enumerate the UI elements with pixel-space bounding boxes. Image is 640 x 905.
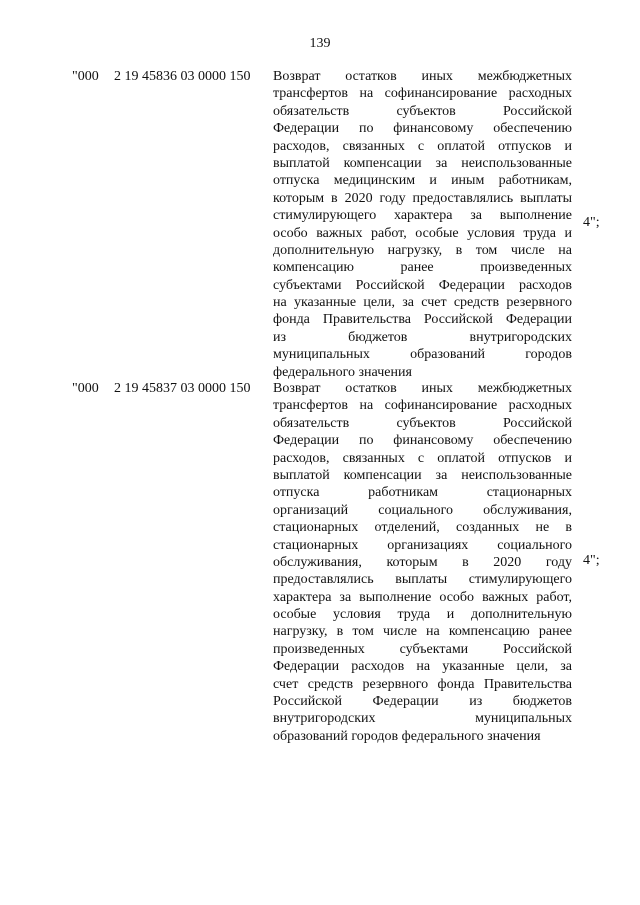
- admin-code: "000: [72, 69, 99, 84]
- description-line: стимулирующего характера за выполнение: [273, 208, 572, 224]
- description-line: Возврат остатков иных межбюджетных: [273, 381, 572, 396]
- description-line: организаций социального обслуживания,: [273, 502, 572, 518]
- description-line: из бюджетов внутригородских: [273, 329, 572, 345]
- description-line: нагрузку, в том числе на компенсацию ранее: [273, 624, 572, 640]
- entry-description: [273, 68, 572, 381]
- description-line: стационарных организациях социального: [273, 537, 572, 553]
- description-line: внутригородских муниципальных: [273, 711, 572, 727]
- description-line: которым в 2020 году предоставлялись выплаты: [273, 190, 572, 206]
- description-line: особо важных работ, особые условия труда и: [273, 225, 572, 241]
- description-line: трансфертов на софинансирование расходных: [273, 86, 572, 102]
- description-line: компенсацию ранее произведенных: [273, 260, 572, 276]
- description-line: Федерации расходов на указанные цели, за: [273, 659, 572, 675]
- budget-classification-code: 2 19 45836 03 0000 150: [114, 69, 251, 84]
- description-line: дополнительную нагрузку, в том числе на: [273, 242, 572, 258]
- description-line: отпуска работникам стационарных: [273, 485, 572, 501]
- description-line: Возврат остатков иных межбюджетных: [273, 69, 572, 84]
- description-line: обязательств субъектов Российской: [273, 415, 572, 431]
- admin-code: "000: [72, 381, 99, 396]
- entry-value: 4";: [583, 553, 600, 568]
- description-line: отпуска медицинским и иным работникам,: [273, 173, 572, 189]
- description-line: образований городов федерального значения: [273, 728, 541, 744]
- description-line: Федерации по финансовому обеспечению: [273, 433, 572, 449]
- description-line: Российской Федерации из бюджетов: [273, 694, 572, 710]
- description-line: муниципальных образований городов: [273, 347, 572, 363]
- entry-description: [273, 380, 572, 745]
- description-line: выплатой компенсации за неиспользованные: [273, 155, 572, 171]
- description-line: Федерации по финансовому обеспечению: [273, 121, 572, 137]
- description-line: счет средств резервного фонда Правительства: [273, 676, 572, 692]
- description-line: расходов, связанных с оплатой отпусков и: [273, 138, 572, 154]
- description-line: произведенных субъектами Российской: [273, 641, 572, 657]
- description-line: стационарных отделений, созданных не в: [273, 520, 572, 536]
- description-line: фонда Правительства Российской Федерации: [273, 312, 572, 328]
- description-line: федерального значения: [273, 364, 412, 380]
- entry-value: 4";: [583, 215, 600, 230]
- page-number: 139: [309, 36, 331, 51]
- description-line: особые условия труда и дополнительную: [273, 607, 572, 623]
- budget-classification-code: 2 19 45837 03 0000 150: [114, 381, 251, 396]
- description-line: расходов, связанных с оплатой отпусков и: [273, 450, 572, 466]
- description-line: характера за выполнение особо важных работ,: [273, 589, 572, 605]
- description-line: обязательств субъектов Российской: [273, 103, 572, 119]
- description-line: трансфертов на софинансирование расходных: [273, 398, 572, 414]
- description-line: предоставлялись выплаты стимулирующего: [273, 572, 572, 588]
- description-line: субъектами Российской Федерации расходов: [273, 277, 572, 293]
- description-line: выплатой компенсации за неиспользованные: [273, 467, 572, 483]
- description-line: обслуживания, которым в 2020 году: [273, 554, 572, 570]
- description-line: на указанные цели, за счет средств резервного: [273, 295, 572, 311]
